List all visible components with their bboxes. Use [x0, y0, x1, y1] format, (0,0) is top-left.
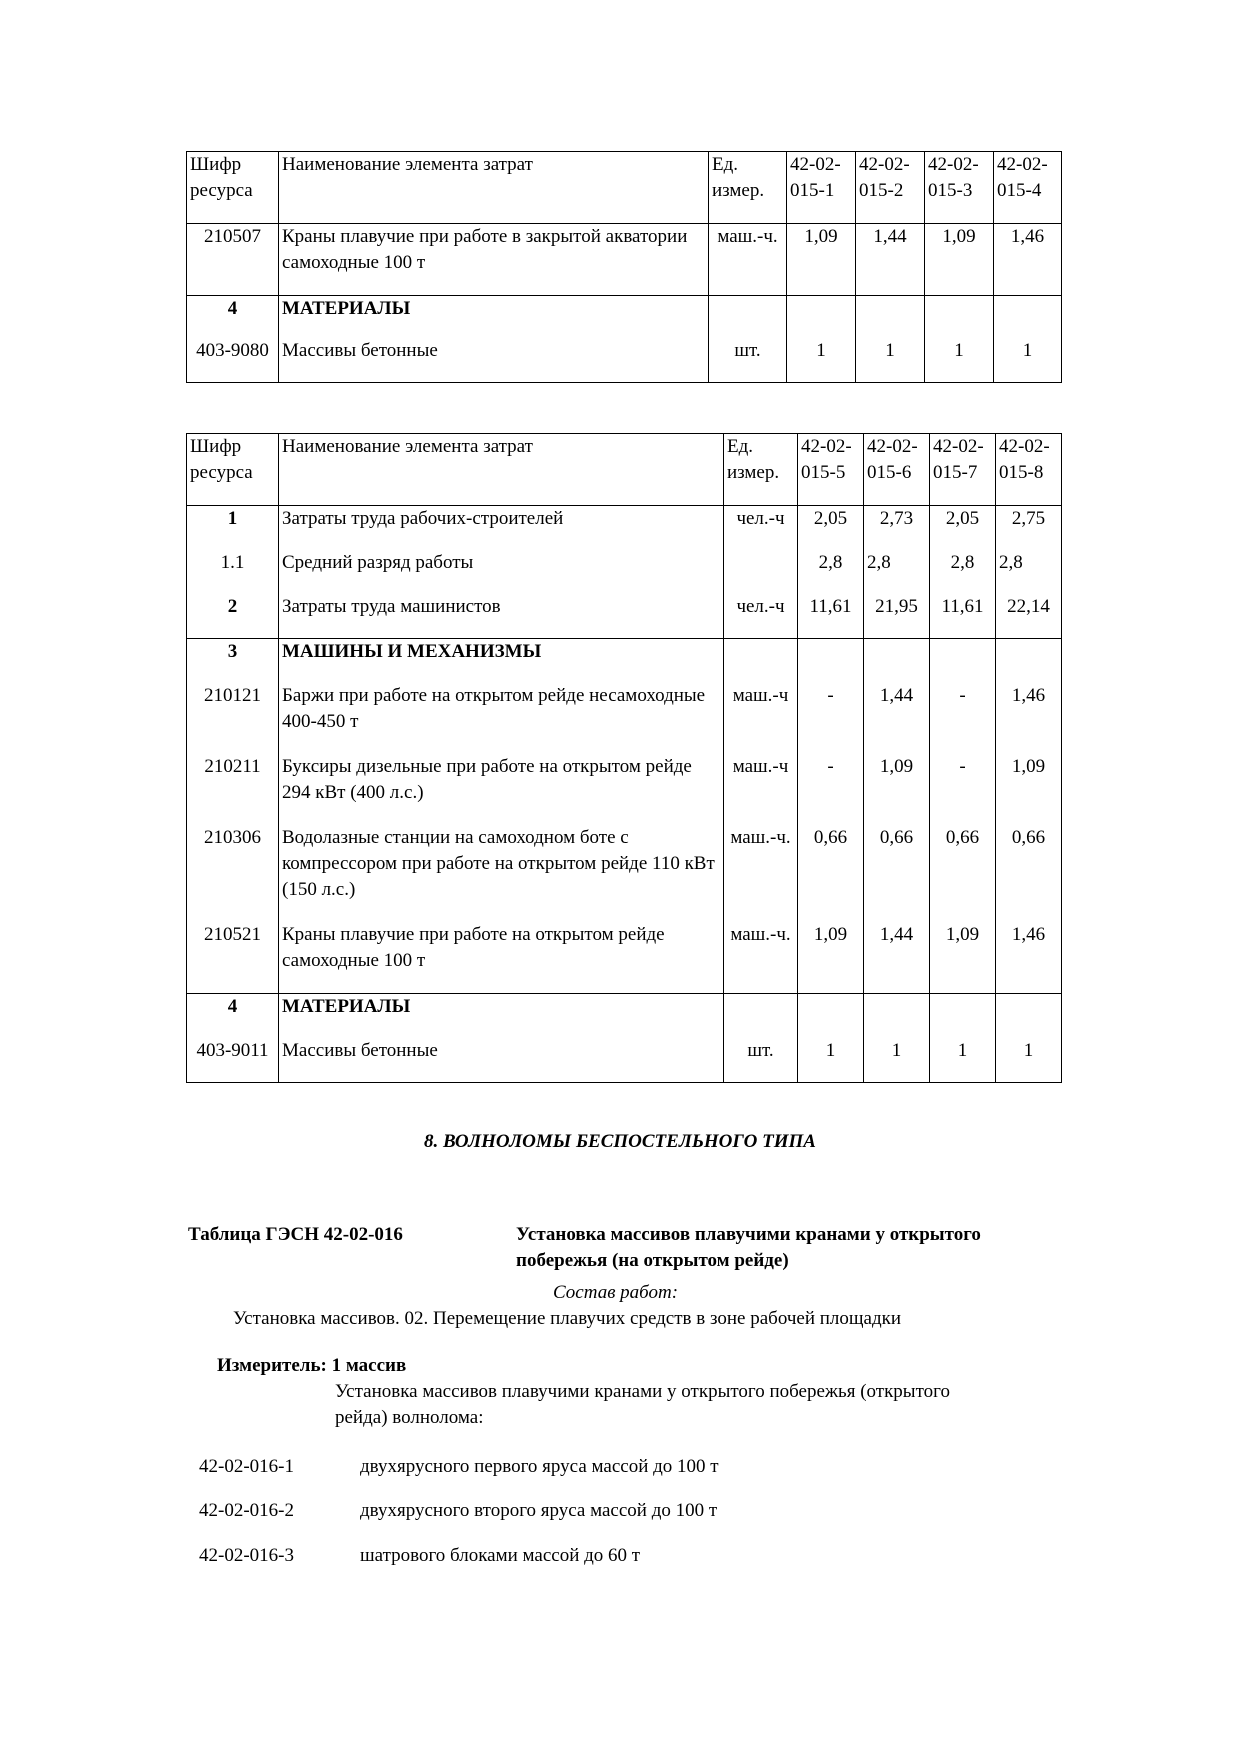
table-row	[187, 338, 1062, 383]
item-text: шатрового блоками массой до 60 т	[360, 1545, 641, 1566]
row-value: 2,8	[930, 550, 996, 594]
list-item	[199, 1543, 294, 1569]
row-value	[994, 296, 1062, 338]
row-value	[930, 639, 996, 683]
table-header	[187, 152, 1062, 224]
row-value: 1	[787, 338, 856, 383]
row-value: 2,8	[996, 550, 1062, 594]
row-unit	[724, 550, 798, 594]
table-title-line: Установка массивов плавучими кранами у открытого	[516, 1224, 981, 1245]
row-value: 1,09	[864, 754, 930, 825]
row-value: 0,66	[930, 825, 996, 922]
row-value: 2,05	[798, 506, 864, 550]
row-code: 210211	[187, 754, 279, 825]
row-value	[856, 296, 925, 338]
row-value	[787, 296, 856, 338]
table-row	[187, 922, 1062, 994]
row-name: Массивы бетонные	[279, 1038, 724, 1083]
row-unit: чел.-ч	[724, 506, 798, 550]
row-value: 1	[798, 1038, 864, 1083]
row-value: 1,09	[787, 224, 856, 296]
table-row	[187, 296, 1062, 338]
works-label: Состав работ:	[553, 1282, 679, 1303]
row-value: -	[930, 754, 996, 825]
row-code: 210521	[187, 922, 279, 994]
row-value: 1	[925, 338, 994, 383]
table-row	[187, 639, 1062, 683]
section-title: 8. ВОЛНОЛОМЫ БЕСПОСТЕЛЬНОГО ТИПА	[424, 1131, 816, 1152]
row-value: 2,73	[864, 506, 930, 550]
header-code: Шифр ресурса	[187, 152, 279, 224]
item-code: 42-02-016-1	[199, 1456, 294, 1477]
description-line: рейда) волнолома:	[335, 1407, 484, 1428]
row-code: 210121	[187, 683, 279, 754]
header-col: 42-02-015-5	[798, 434, 864, 506]
row-value	[864, 994, 930, 1038]
row-value	[864, 639, 930, 683]
row-code: 403-9011	[187, 1038, 279, 1083]
table-row	[187, 594, 1062, 639]
row-name: Водолазные станции на самоходном боте с компрессором при работе на открытом рейде 110 кВт (150 л.с.)	[279, 825, 724, 922]
row-value: -	[798, 754, 864, 825]
meter-label: Измеритель: 1 массив	[217, 1355, 407, 1376]
row-value	[996, 994, 1062, 1038]
row-name: МАТЕРИАЛЫ	[279, 994, 724, 1038]
resource-table-1	[186, 151, 1062, 383]
row-value: 1	[996, 1038, 1062, 1083]
row-code: 210507	[187, 224, 279, 296]
row-code: 210306	[187, 825, 279, 922]
row-unit	[724, 994, 798, 1038]
row-value	[798, 994, 864, 1038]
row-value	[925, 296, 994, 338]
row-value: 1	[856, 338, 925, 383]
row-value: 0,66	[798, 825, 864, 922]
item-text: двухярусного второго яруса массой до 100 т	[360, 1500, 718, 1521]
row-value: 1	[864, 1038, 930, 1083]
row-value: 1,46	[996, 683, 1062, 754]
row-name: Затраты труда рабочих-строителей	[279, 506, 724, 550]
row-unit: маш.-ч.	[709, 224, 787, 296]
row-value: 1,09	[925, 224, 994, 296]
header-col: 42-02-015-7	[930, 434, 996, 506]
row-code: 3	[187, 639, 279, 683]
row-unit: чел.-ч	[724, 594, 798, 639]
row-name: МАТЕРИАЛЫ	[279, 296, 709, 338]
resource-table-2	[186, 433, 1062, 1083]
header-name: Наименование элемента затрат	[279, 152, 709, 224]
row-value: 1,44	[856, 224, 925, 296]
row-name: МАШИНЫ И МЕХАНИЗМЫ	[279, 639, 724, 683]
row-value: 0,66	[864, 825, 930, 922]
row-value: -	[798, 683, 864, 754]
row-unit: маш.-ч.	[724, 825, 798, 922]
row-code: 2	[187, 594, 279, 639]
row-name: Краны плавучие при работе на открытом рейде самоходные 100 т	[279, 922, 724, 994]
table-title-line: побережья (на открытом рейде)	[516, 1250, 789, 1271]
row-unit: шт.	[709, 338, 787, 383]
row-code: 1	[187, 506, 279, 550]
row-name: Краны плавучие при работе в закрытой акватории самоходные 100 т	[279, 224, 709, 296]
item-code: 42-02-016-3	[199, 1545, 294, 1566]
row-name: Баржи при работе на открытом рейде несамоходные 400-450 т	[279, 683, 724, 754]
row-value: 1,09	[930, 922, 996, 994]
row-value: 11,61	[798, 594, 864, 639]
row-name: Затраты труда машинистов	[279, 594, 724, 639]
table-row	[187, 506, 1062, 550]
list-item	[199, 1454, 294, 1480]
header-col: 42-02-015-6	[864, 434, 930, 506]
row-value: 2,05	[930, 506, 996, 550]
row-unit: маш.-ч.	[724, 922, 798, 994]
header-unit: Ед. измер.	[709, 152, 787, 224]
header-col: 42-02-015-3	[925, 152, 994, 224]
description-line: Установка массивов плавучими кранами у открытого побережья (открытого	[335, 1381, 950, 1402]
row-value: 21,95	[864, 594, 930, 639]
row-code: 403-9080	[187, 338, 279, 383]
row-value: 2,8	[864, 550, 930, 594]
list-item	[199, 1498, 294, 1524]
row-code: 1.1	[187, 550, 279, 594]
works-text: Установка массивов. 02. Перемещение плавучих средств в зоне рабочей площадки	[233, 1308, 902, 1329]
header-code: Шифр ресурса	[187, 434, 279, 506]
row-value: 1	[994, 338, 1062, 383]
row-value	[930, 994, 996, 1038]
row-value: 1,44	[864, 683, 930, 754]
row-name: Средний разряд работы	[279, 550, 724, 594]
row-value: -	[930, 683, 996, 754]
row-unit	[724, 639, 798, 683]
table-row	[187, 224, 1062, 296]
item-code: 42-02-016-2	[199, 1500, 294, 1521]
description	[335, 1379, 1075, 1431]
row-value: 1,09	[798, 922, 864, 994]
row-value: 2,8	[798, 550, 864, 594]
row-value	[798, 639, 864, 683]
row-value: 2,75	[996, 506, 1062, 550]
row-name: Массивы бетонные	[279, 338, 709, 383]
header-col: 42-02-015-2	[856, 152, 925, 224]
table-row	[187, 683, 1062, 754]
row-value	[996, 639, 1062, 683]
header-unit: Ед. измер.	[724, 434, 798, 506]
row-code: 4	[187, 296, 279, 338]
row-name: Буксиры дизельные при работе на открытом рейде 294 кВт (400 л.с.)	[279, 754, 724, 825]
table-row	[187, 550, 1062, 594]
row-code: 4	[187, 994, 279, 1038]
row-value: 1,44	[864, 922, 930, 994]
header-col: 42-02-015-4	[994, 152, 1062, 224]
table-label: Таблица ГЭСН 42-02-016	[188, 1224, 403, 1245]
table-row	[187, 1038, 1062, 1083]
table-row	[187, 754, 1062, 825]
row-value: 1	[930, 1038, 996, 1083]
table-title	[516, 1222, 1076, 1274]
item-text: двухярусного первого яруса массой до 100 т	[360, 1456, 719, 1477]
table-header	[187, 434, 1062, 506]
table-row	[187, 825, 1062, 922]
row-unit: маш.-ч	[724, 754, 798, 825]
row-value: 1,46	[996, 922, 1062, 994]
row-unit: маш.-ч	[724, 683, 798, 754]
header-col: 42-02-015-1	[787, 152, 856, 224]
row-value: 0,66	[996, 825, 1062, 922]
row-unit	[709, 296, 787, 338]
row-value: 1,46	[994, 224, 1062, 296]
row-unit: шт.	[724, 1038, 798, 1083]
row-value: 1,09	[996, 754, 1062, 825]
header-col: 42-02-015-8	[996, 434, 1062, 506]
row-value: 22,14	[996, 594, 1062, 639]
header-name: Наименование элемента затрат	[279, 434, 724, 506]
table-row	[187, 994, 1062, 1038]
row-value: 11,61	[930, 594, 996, 639]
